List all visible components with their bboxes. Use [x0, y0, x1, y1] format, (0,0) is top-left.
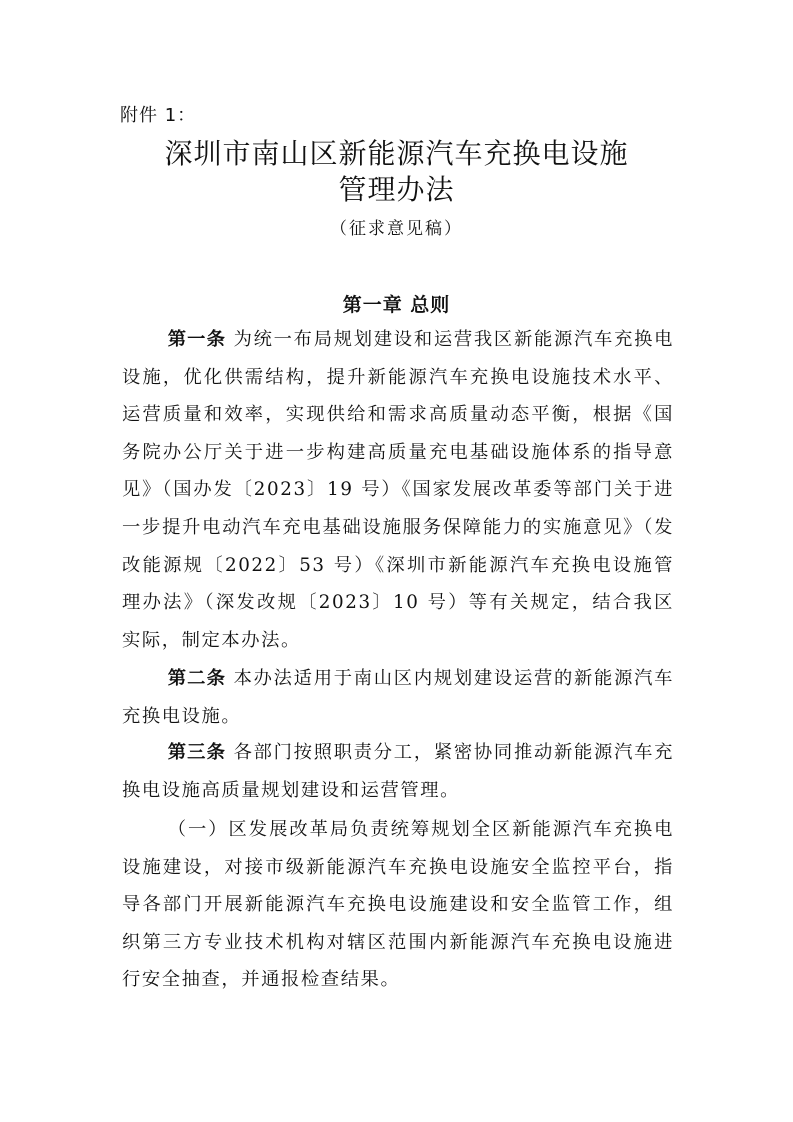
- document-title-line-2: 管理办法: [338, 173, 455, 206]
- article-3: [122, 734, 674, 809]
- article-3-label: 第三条: [167, 742, 227, 763]
- article-1: [122, 321, 674, 659]
- article-1-label: 第一条: [167, 329, 227, 350]
- clause-1: （一）区发展改革局负责统筹规划全区新能源汽车充换电设施建设，对接市级新能源汽车充换电设施安全监控平台，指导各部门开展新能源汽车充换电设施建设和安全监管工作，组织第三方专业技术机构对辖区范围内新能源汽车充换电设施进行安全抽查，并通报检查结果。: [122, 819, 674, 991]
- article-3-text: 各部门按照职责分工，紧密协同推动新能源汽车充换电设施高质量规划建设和运营管理。: [122, 742, 674, 801]
- article-2-text: 本办法适用于南山区内规划建设运营的新能源汽车充换电设施。: [122, 668, 674, 727]
- article-2-label: 第二条: [167, 668, 227, 689]
- article-1-text: 为统一布局规划建设和运营我区新能源汽车充换电设施，优化供需结构，提升新能源汽车充换电设施技术水平、运营质量和效率，实现供给和需求高质量动态平衡，根据《国务院办公厅关于进一步构建高质量充电基础设施体系的指导意见》（国办发〔2023〕19 号）《国家发展改革委等部门关于进一步提升电动汽车充电基础设施服务保障能力的实施意见》（发改能源规〔2022〕53 号）《深圳市新能源汽车充换电设施管理办法》（深发改规〔2023〕10 号）等有关规定，结合我区实际，制定本办法。: [122, 329, 674, 651]
- attachment-label: 附件 1：: [120, 105, 197, 126]
- document-title-line-1: 深圳市南山区新能源汽车充换电设施: [164, 137, 629, 170]
- chapter-heading: 第一章 总则: [342, 294, 451, 316]
- article-2: [122, 660, 674, 735]
- draft-subtitle: （征求意见稿）: [330, 219, 463, 239]
